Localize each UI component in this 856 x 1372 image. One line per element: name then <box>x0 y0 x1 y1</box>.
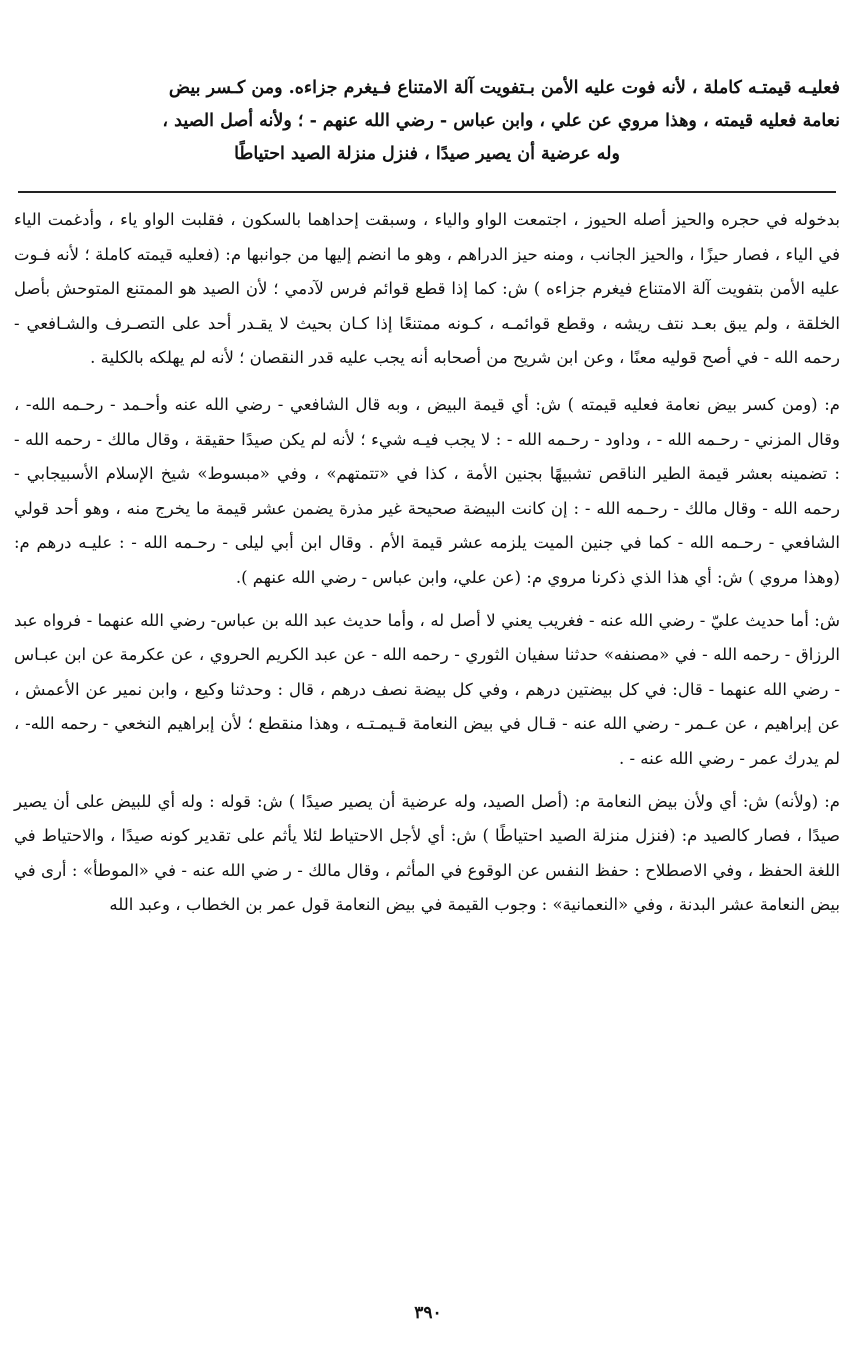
commentary-paragraph: م: (ومن كسر بيض نعامة فعليه قيمته ) ش: أي قيمة البيض ، وبه قال الشافعي - رضي الله عنه وأحـمد - رحـمه الله- ، وقال المزني - رحـمه الله - ، وداود - رحـمه الله - : لا يجب فيـه شيء ؛ لأنه لم يكن صيدًا حقيقة ، وقال مالك - رحمه الله - : تضمينه بعشر قيمة الطير الناقص تشبيهًا بجنين الأمة ، كذا في «تتمتهم» ، وفي «مبسوط» شيخ الإسلام الأسبيجابي - رحمه الله - وقال مالك - رحـمه الله - : إن كانت البيضة صحيحة غير مذرة يضمن عشر قيمة ما يخرج منه ، وهو أحد قولي الشافعي - رحـمه الله - كما في جنين الميت يلزمه عشر قيمة الأم . وقال ابن أبي ليلى - رحـمه الله - : عليـه درهم م: (وهذا مروي ) ش: أي هذا الذي ذكرنا مروي م: (عن علي، وابن عباس - رضي الله عنهم ). <box>14 394 840 587</box>
main-text-line: فعليـه قيمتـه كاملة ، لأنه فوت عليه الأمن بـتفويت آلة الامتناع فـيغرم جزاءه. ومن كـسر بيض <box>168 78 840 98</box>
page-number: ٣٩٠ <box>414 1303 442 1323</box>
commentary-paragraph: م: (ولأنه) ش: أي ولأن بيض النعامة م: (أصل الصيد، وله عرضية أن يصير صيدًا ) ش: قوله : وله أي للبيض على أن يصير صيدًا ، فصار كالصيد م: (فنزل منزلة الصيد احتياطًا ) ش: أي لأجل الاحتياط لئلا يأثم على تقدير كونه صيدًا ، والاحتياط في اللغة الحفظ ، وفي الاصطلاح : حفظ النفس عن الوقوع في المأثم ، وقال مالك - ر ضي الله عنه - في «الموطأ» : أرى في بيض النعامة عشر البدنة ، وفي «النعمانية» : وجوب القيمة في بيض النعامة قول عمر بن الخطاب ، وعبد الله <box>14 791 840 915</box>
main-text-block <box>14 72 840 171</box>
main-text-line: نعامة فعليه قيمته ، وهذا مروي عن علي ، وابن عباس - رضي الله عنهم - ؛ ولأنه أصل الصيد ، <box>162 111 840 131</box>
book-page <box>14 72 840 923</box>
separator-rule <box>18 191 836 193</box>
main-text-line: وله عرضية أن يصير صيدًا ، فنزل منزلة الصيد احتياطًا <box>234 144 620 164</box>
commentary-paragraph: بدخوله في حجره والحيز أصله الحيوز ، اجتمعت الواو والياء ، وسبقت إحداهما بالسكون ، فقلبت الواو ياء ، وأدغمت الياء في الياء ، فصار حيزًا ، والحيز الجانب ، ومنه حيز الدراهم ، وهو ما انضم إليها من جوانبها م: (فعليه قيمته كاملة ؛ لأنه فـوت عليه الأمن بتفويت آلة الامتناع فيغرم جزاءه ) ش: كما إذا قطع قوائم فرس لآدمي ؛ لأن الصيد هو الممتنع المتوحش بأصل الخلقة ، ولم يبق بعـد نتف ريشه ، وقطع قوائمـه ، كـونه ممتنعًا إذا كـان بحيث لا يقـدر أحد على التصـرف والشـافعي - رحمه الله - في أصح قوليه معنًا ، وعن ابن شريح من أصحابه أنه يجب عليه قدر النقصان ؛ لأنه لم يهلكه بالكلية . <box>14 210 840 368</box>
commentary-paragraph: ش: أما حديث عليّ - رضي الله عنه - فغريب يعني لا أصل له ، وأما حديث عبد الله بن عباس- رضي الله عنهما - فرواه عبد الرزاق - رحمه الله - في «مصنفه» حدثنا سفيان الثوري - رحمه الله - عن عبد الكريم الحروي ، عن عكرمة عن ابن عبـاس - رضي الله عنهما - قال: في كل بيضتين درهم ، وفي كل بيضة نصف درهم ، قال : وحدثنا وكيع ، وابن نمير عن الأعمش ، عن إبراهيم ، عن عـمر - رضي الله عنه - قـال في بيض النعامة قـيمـتـه ، وهذا منقطع ؛ لأن إبراهيم النخعي - رحمه الله- ، لم يدرك عمر - رضي الله عنه - . <box>14 610 840 768</box>
commentary-block <box>14 203 840 923</box>
